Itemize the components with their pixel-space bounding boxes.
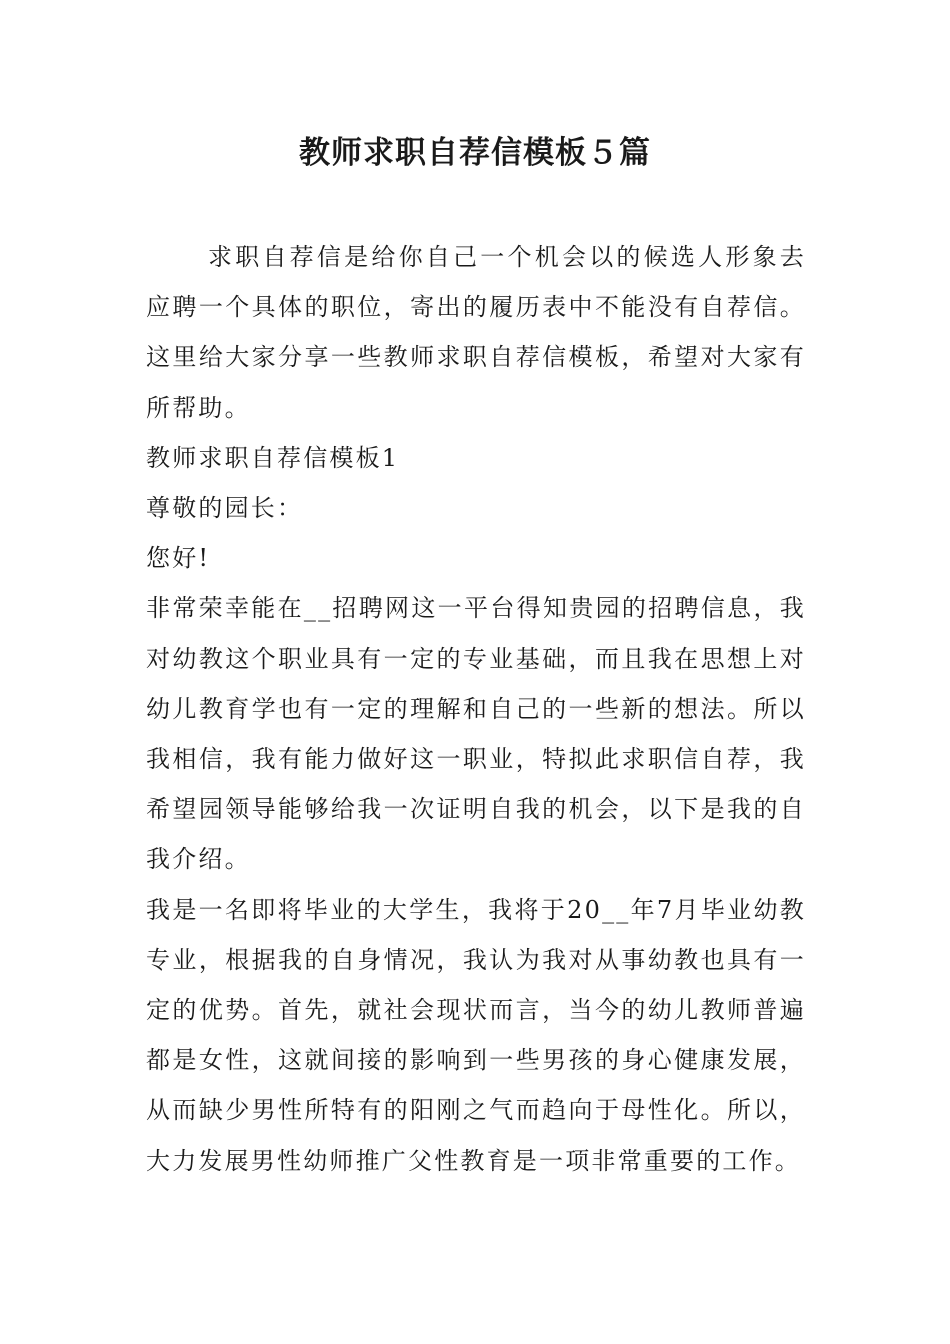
document-body <box>146 232 806 1186</box>
body-paragraph: 非常荣幸能在__招聘网这一平台得知贵园的招聘信息，我对幼教这个职业具有一定的专业基础，而且我在思想上对幼儿教育学也有一定的理解和自己的一些新的想法。所以我相信，我有能力做好这一职业，特拟此求职信自荐，我希望园领导能够给我一次证明自我的机会，以下是我的自我介绍。 <box>146 594 806 874</box>
document-title: 教师求职自荐信模板５篇 <box>299 135 651 171</box>
greeting: 您好! <box>146 544 211 573</box>
section-heading: 教师求职自荐信模板1 <box>146 443 400 472</box>
salutation: 尊敬的园长： <box>146 494 304 523</box>
intro-paragraph: 求职自荐信是给你自己一个机会以的候选人形象去应聘一个具体的职位，寄出的履历表中不能没有自荐信。这里给大家分享一些教师求职自荐信模板，希望对大家有所帮助。 <box>146 243 806 422</box>
body-paragraph: 我是一名即将毕业的大学生，我将于20__年7月毕业幼教专业，根据我的自身情况，我认为我对从事幼教也具有一定的优势。首先，就社会现状而言，当今的幼儿教师普遍都是女性，这就间接的影响到一些男孩的身心健康发展，从而缺少男性所特有的阳刚之气而趋向于母性化。所以，大力发展男性幼师推广父性教育是一项非常重要的工作。 <box>146 895 806 1175</box>
